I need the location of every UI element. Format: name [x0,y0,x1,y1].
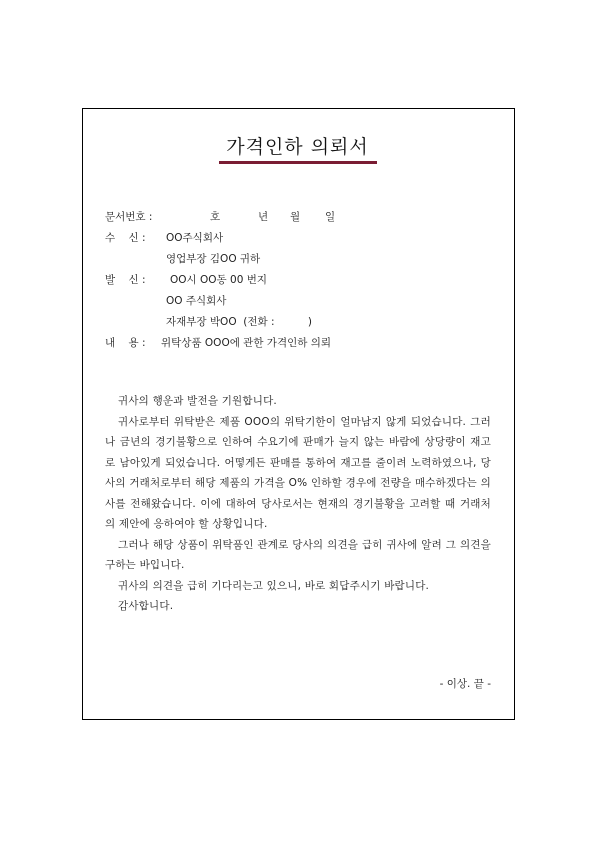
content-value: 위탁상품 OOO에 관한 가격인하 의뢰 [161,337,332,349]
doc-number-suffix: 호 [210,211,221,223]
sender-person: 자재부장 박OO (전화 : ) [166,316,312,328]
year-label: 년 [258,211,269,223]
recipient-label: 수 신 : [105,232,146,244]
month-label: 월 [290,211,301,223]
request-paragraph: 그러나 해당 상품이 위탁품인 관계로 당사의 의견을 급히 귀사에 알려 그 의견을 구하는 바입니다. [105,538,491,571]
sender-label: 발 신 : [105,274,146,286]
content-label: 내 용 : [105,337,146,349]
doc-number-label: 문서번호 : [105,211,153,223]
recipient-company: OO주식회사 [166,232,224,244]
title-underline [219,161,377,164]
greeting-paragraph: 귀사의 행운과 발전을 기원합니다. [118,395,277,407]
sender-address: OO시 OO동 00 번지 [170,274,268,286]
reply-paragraph: 귀사의 의견을 급히 기다리는고 있으니, 바로 회답주시기 바랍니다. [118,579,430,592]
day-label: 일 [325,211,336,223]
recipient-person: 영업부장 김OO 귀하 [166,253,261,265]
letter-body [105,391,491,617]
thanks-paragraph: 감사합니다. [118,600,174,612]
sender-company: OO 주식회사 [166,295,227,307]
document-title: 가격인하 의뢰서 [226,136,369,158]
main-paragraph: 귀사로부터 위탁받은 제품 OOO의 위탁기한이 얼마남지 않게 되었습니다. 그러나 금년의 경기불황으로 인하여 수요기에 판매가 늘지 않는 바람에 상당량이 재고로 남아있게 되었습니다. 어떻게든 판매를 통하여 재고를 줄이려 노력하였으나, 당사의 거래처로부터 해당 제품의 가격을 O% 인하할 경우에 전량을 매수하겠다는 의사를 전해왔습니다. 이에 대하여 당사로서는 현재의 경기불황을 고려할 때 거래처의 제안에 응하여야 할 상황입니다. [105,415,491,530]
closing-mark: - 이상. 끝 - [439,678,491,690]
